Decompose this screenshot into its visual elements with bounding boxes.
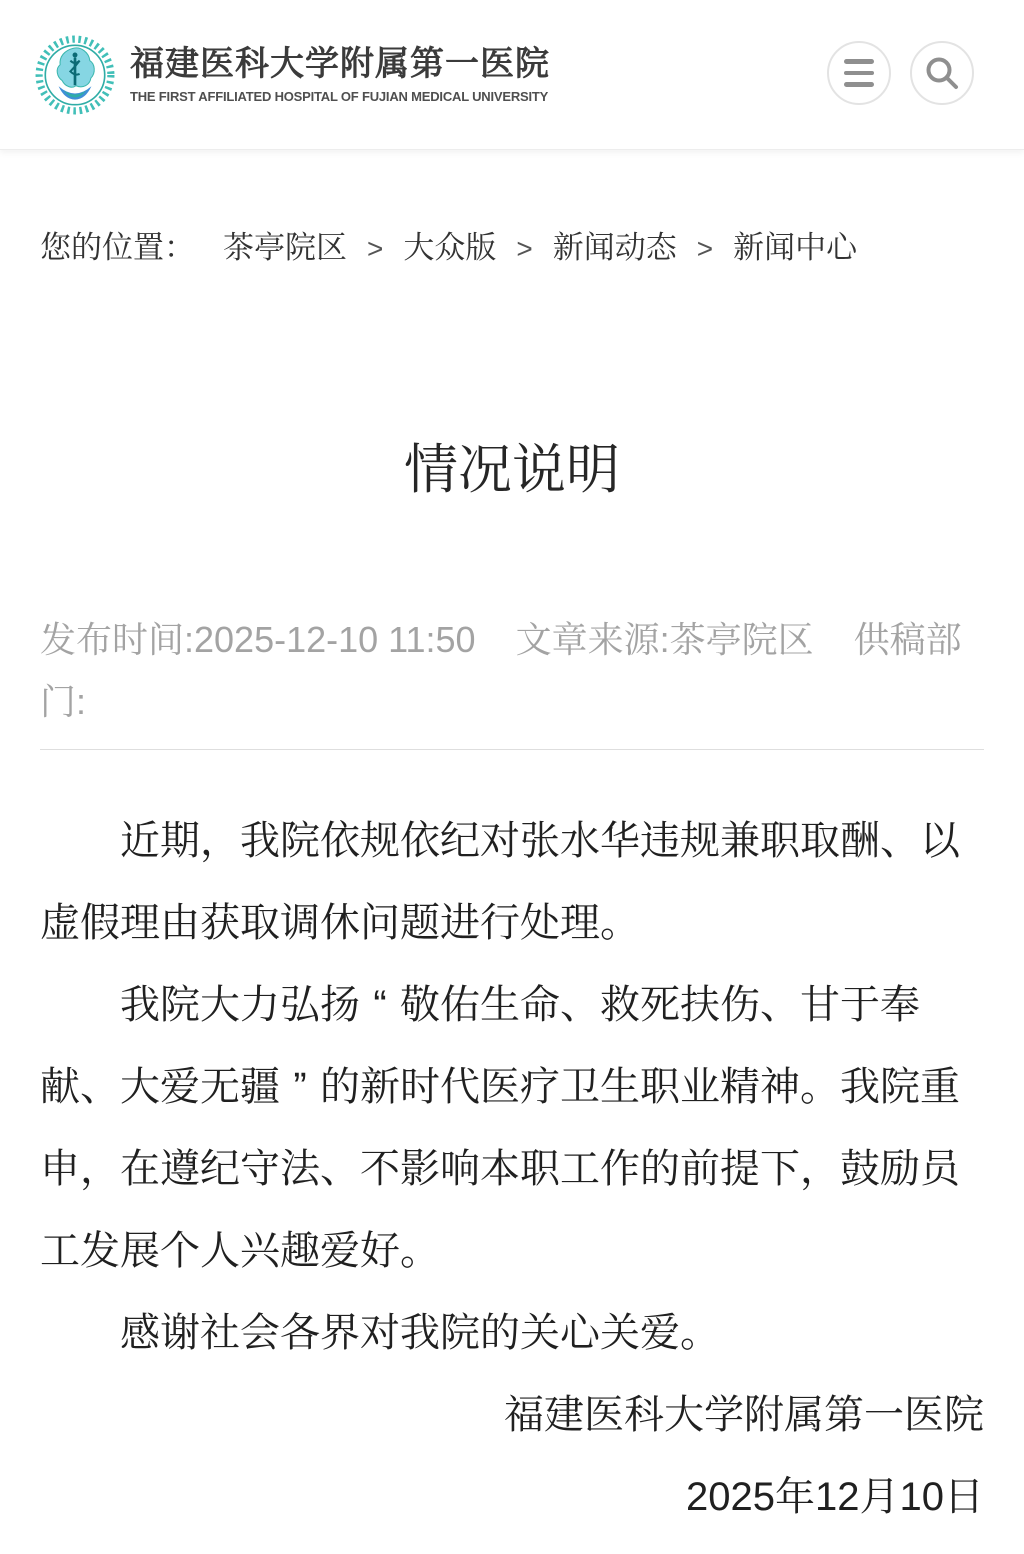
breadcrumb-item [347,230,496,265]
article-source [516,619,814,660]
hospital-logo[interactable] [34,34,550,116]
search-icon [923,54,961,92]
publish-time-value: 2025-12-10 11:50 [194,619,476,660]
article-paragraphs [40,800,984,1374]
article-title: 情况说明 [404,440,620,500]
hospital-name: 福建医科大学附属第一医院 [130,45,550,84]
article-date: 2025年12月10日 [686,1475,984,1519]
breadcrumb-separator: > [367,233,384,264]
header-actions [827,41,974,105]
article-paragraph: 近期，我院依规依纪对张水华违规兼职取酬、以虚假理由获取调休问题进行处理。 [40,819,960,945]
article-paragraph: 我院大力弘扬 “ 敬佑生命、救死扶伤、甘于奉献、大爱无疆 ” 的新时代医疗卫生职业精神。我院重申，在遵纪守法、不影响本职工作的前提下，鼓励员工发展个人兴趣爱好。 [40,983,960,1273]
article-paragraph: 感谢社会各界对我院的关心关爱。 [120,1311,720,1355]
breadcrumb-item [677,230,857,265]
meta-divider [40,749,984,750]
breadcrumb-separator: > [516,233,533,264]
hospital-emblem-icon [34,34,116,116]
breadcrumb-link[interactable]: 新闻中心 [733,230,858,265]
menu-button[interactable] [827,41,891,105]
breadcrumb-link[interactable]: 新闻动态 [552,230,677,265]
department-label: 供稿部门: [40,619,962,722]
article-signature: 福建医科大学附属第一医院 [504,1393,984,1437]
article-body [40,800,984,1538]
hamburger-icon [844,59,874,87]
publish-time [40,619,476,660]
publish-time-label: 发布时间: [40,619,195,660]
breadcrumb-label: 您的位置： [40,230,195,265]
breadcrumb-items [223,230,857,265]
logo-text [130,45,550,103]
main-content [0,232,1024,1538]
search-button[interactable] [910,41,974,105]
breadcrumb-link[interactable]: 茶亭院区 [223,230,347,265]
article-meta [40,609,984,733]
article-source-label: 文章来源: [515,619,670,660]
breadcrumb [40,232,984,263]
hospital-name-english: THE FIRST AFFILIATED HOSPITAL OF FUJIAN MEDICAL UNIVERSITY [130,88,549,104]
article-source-value: 茶亭院区 [669,619,814,660]
breadcrumb-link[interactable]: 大众版 [403,230,497,265]
site-header [0,0,1024,150]
breadcrumb-item [223,230,347,265]
breadcrumb-item [496,230,676,265]
breadcrumb-separator: > [696,233,714,264]
